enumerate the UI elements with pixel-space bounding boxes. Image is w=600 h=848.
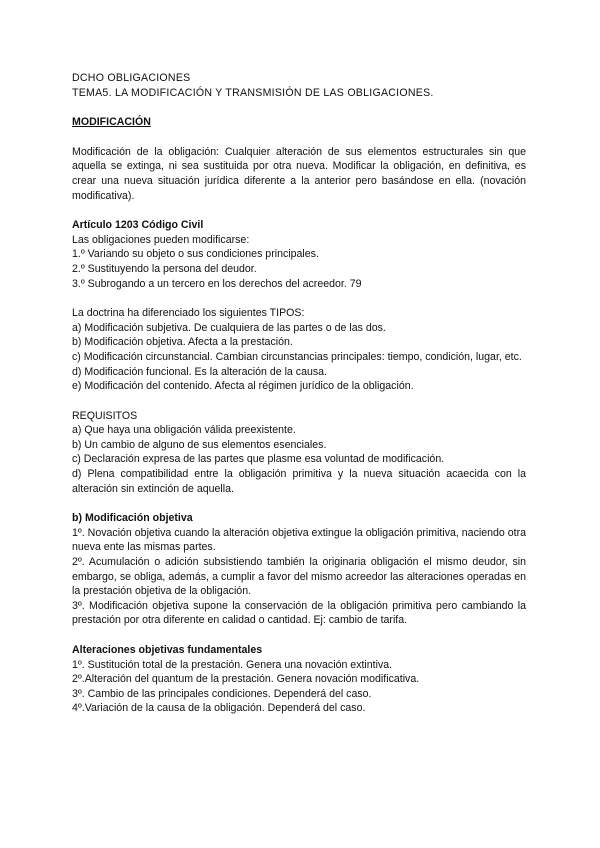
requisito-item: c) Declaración expresa de las partes que plasme esa voluntad de modificación. — [72, 453, 445, 466]
requisitos-heading: REQUISITOS — [72, 409, 138, 422]
article-lead: Las obligaciones pueden modificarse: — [72, 233, 250, 246]
section-heading: MODIFICACIÓN — [72, 116, 151, 129]
tipo-item: e) Modificación del contenido. Afecta al régimen jurídico de la obligación. — [72, 380, 414, 393]
topic-title: TEMA5. LA MODIFICACIÓN Y TRANSMISIÓN DE LAS OBLIGACIONES. — [72, 86, 434, 99]
alteraciones-heading: Alteraciones objetivas fundamentales — [72, 644, 263, 656]
tipos-lead: La doctrina ha diferenciado los siguientes TIPOS: — [72, 307, 305, 320]
objetiva-item: 2º. Acumulación o adición subsistiendo también la originaria obligación el mismo deudor, sin embargo, se obliga, además, a cumplir a favor del mismo acreedor las alteraciones operadas en la prestación objetiva de la obligación. — [72, 556, 526, 598]
intro-paragraph: Modificación de la obligación: Cualquier alteración de sus elementos estructurales sin que aquella se extinga, ni sea sustituida por otra nueva. Modificar la obligación, en definitiva, es crear una nueva situación jurídica diferente a la anterior pero basándose en ella. (novación modificativa). — [72, 145, 526, 202]
course-title: DCHO OBLIGACIONES — [72, 72, 191, 84]
article-item: 3.º Subrogando a un tercero en los derechos del acreedor. 79 — [72, 277, 362, 290]
objetiva-item: 3º. Modificación objetiva supone la conservación de la obligación primitiva pero cambiando la prestación por otra diferente en calidad o cantidad. Ej: cambio de tarifa. — [72, 599, 526, 627]
tipo-item: a) Modificación subjetiva. De cualquiera de las partes o de las dos. — [72, 321, 386, 334]
requisito-item: a) Que haya una obligación válida preexistente. — [72, 424, 296, 437]
article-heading: Artículo 1203 Código Civil — [72, 219, 204, 232]
alteracion-item: 4º.Variación de la causa de la obligación. Dependerá del caso. — [72, 702, 366, 715]
requisito-item: d) Plena compatibilidad entre la obligación primitiva y la nueva situación acaecida con la alteración sin extinción de aquella. — [72, 468, 526, 495]
document-page — [72, 71, 526, 716]
objetiva-heading: b) Modificación objetiva — [72, 512, 193, 525]
tipo-item: b) Modificación objetiva. Afecta a la prestación. — [72, 336, 293, 349]
tipo-item: c) Modificación circunstancial. Cambian circunstancias principales: tiempo, condición, lugar, etc. — [72, 350, 522, 363]
article-item: 1.º Variando su objeto o sus condiciones principales. — [72, 248, 319, 261]
alteracion-item: 1º. Sustitución total de la prestación. Genera una novación extintiva. — [72, 658, 393, 671]
tipo-item: d) Modificación funcional. Es la alteración de la causa. — [72, 365, 327, 378]
alteracion-item: 3º. Cambio de las principales condiciones. Dependerá del caso. — [72, 687, 372, 700]
requisito-item: b) Un cambio de alguno de sus elementos esenciales. — [72, 438, 327, 451]
objetiva-item: 1º. Novación objetiva cuando la alteración objetiva extingue la obligación primitiva, naciendo otra nueva ente las mismas partes. — [72, 526, 526, 554]
article-item: 2.º Sustituyendo la persona del deudor. — [72, 262, 257, 275]
alteracion-item: 2º.Alteración del quantum de la prestación. Genera novación modificativa. — [72, 673, 420, 686]
